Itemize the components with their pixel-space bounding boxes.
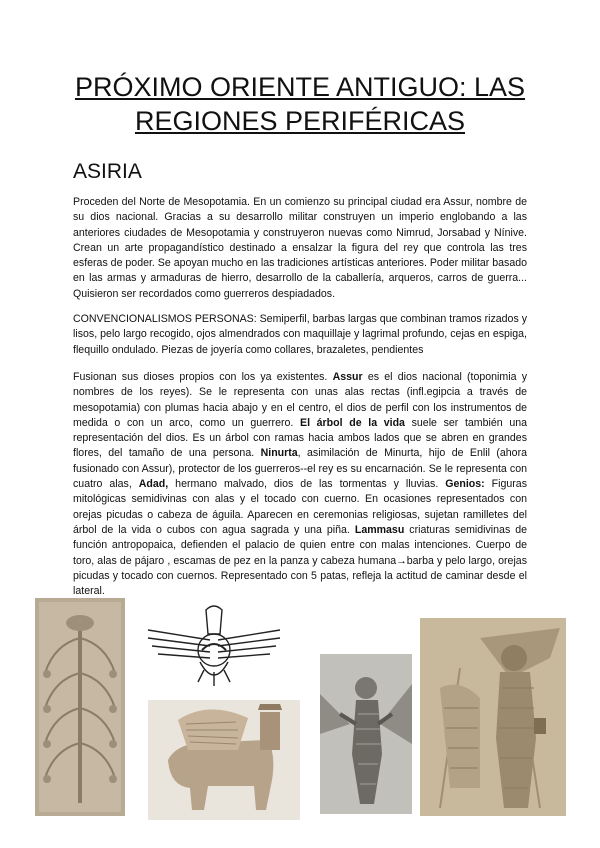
assur-winged-disc-image bbox=[140, 600, 288, 692]
term-lammasu: Lammasu bbox=[354, 523, 405, 536]
title-line-1: PRÓXIMO ORIENTE ANTIGUO: LAS bbox=[74, 72, 526, 102]
term-ninurta: Ninurta bbox=[260, 447, 298, 460]
winged-genie-relief-image bbox=[420, 618, 566, 816]
paragraph-gods bbox=[73, 370, 527, 599]
text-run: Fusionan sus dioses propios con los ya existentes. bbox=[73, 371, 333, 383]
title-line-2: REGIONES PERIFÉRICAS bbox=[134, 106, 466, 136]
text-run: Figuras mitológicas semidivinas con alas y el tocado con cuerno. En ocasiones representados con orejas picudas o cabeza de águila. Aparecen en ceremonias religiosas, sujetan ramilletes del árbol de la vida o cubos con agua sagrada y una piña. bbox=[73, 478, 527, 536]
paragraph-conventions: CONVENCIONALISMOS PERSONAS: Semiperfil, barbas largas que combinan tramos rizados y lisos, pelo largo recogido, ojos almendrados con maquillaje y lagrimal profundo, cejas en espiga, flequillo ondulado. Piezas de joyería como collares, brazaletes, pendientes bbox=[73, 313, 527, 356]
term-adad: Adad, bbox=[138, 478, 169, 491]
text-run: es el dios nacional (toponimia y nombres de los reyes). Se le representa con unas alas rectas (infl.egipcia a través de mesopotamia) con plumas hacia abajo y en el centro, el dios de perfil con los instrumentos de medida o con un arco, como un guerrero. bbox=[73, 371, 527, 429]
lammasu-sculpture-image bbox=[148, 700, 300, 820]
ninurta-relief-image bbox=[320, 654, 412, 814]
term-assur: Assur bbox=[332, 371, 363, 383]
text-run: criaturas semidivinas de función antropopaica, defienden el palacio de quien entre con malas intenciones. Cuerpo de toro, alas de pájaro , escamas de pez en la panza y cabeza humana→barba y pelo largo, orejas picudas y tocado con cuernos. Representado con 5 patas, refleja la actitud de caminar desde el lateral. bbox=[73, 523, 528, 598]
term-arbol-vida: El árbol de la vida bbox=[300, 416, 405, 429]
section-heading: ASIRIA bbox=[73, 160, 142, 183]
paragraph-intro: Proceden del Norte de Mesopotamia. En un comienzo su principal ciudad era Assur, nombre de su dios nacional. Gracias a su desarrollo militar construyen un imperio englobando a las anteriores ciudades de Mesopotamia y construyeron nuevas como Nimrud, Jorsabad y Nínive. Crean un arte propagandístico destinado a ensalzar la figura del rey que controla las tres esferas de poder. Se apoyan mucho en las tradiciones artísticas anteriores. Poder militar basado en las armas y armaduras de hierro, desarrollo de la caballería, arqueros, carros de guerra... Quisieron ser recordados como guerreros despiadados. bbox=[73, 196, 528, 300]
text-run: , asimilación de Minurta, hijo de Enlil (ahora fusionado con Assur), protector de los guerreros--el rey es su encarnación. Se le representa con cuatro alas, bbox=[73, 447, 527, 491]
page-title bbox=[40, 70, 560, 138]
tree-of-life-relief-image bbox=[35, 598, 125, 816]
text-run: hermano malvado, dios de las tormentas y lluvias. bbox=[168, 478, 446, 491]
text-run: suele ser también una representación del dios. Es un árbol con ramas hacia ambos lados que se abren en grandes flores, del tamaño de una persona. bbox=[73, 416, 527, 460]
term-genios: Genios: bbox=[445, 478, 485, 491]
